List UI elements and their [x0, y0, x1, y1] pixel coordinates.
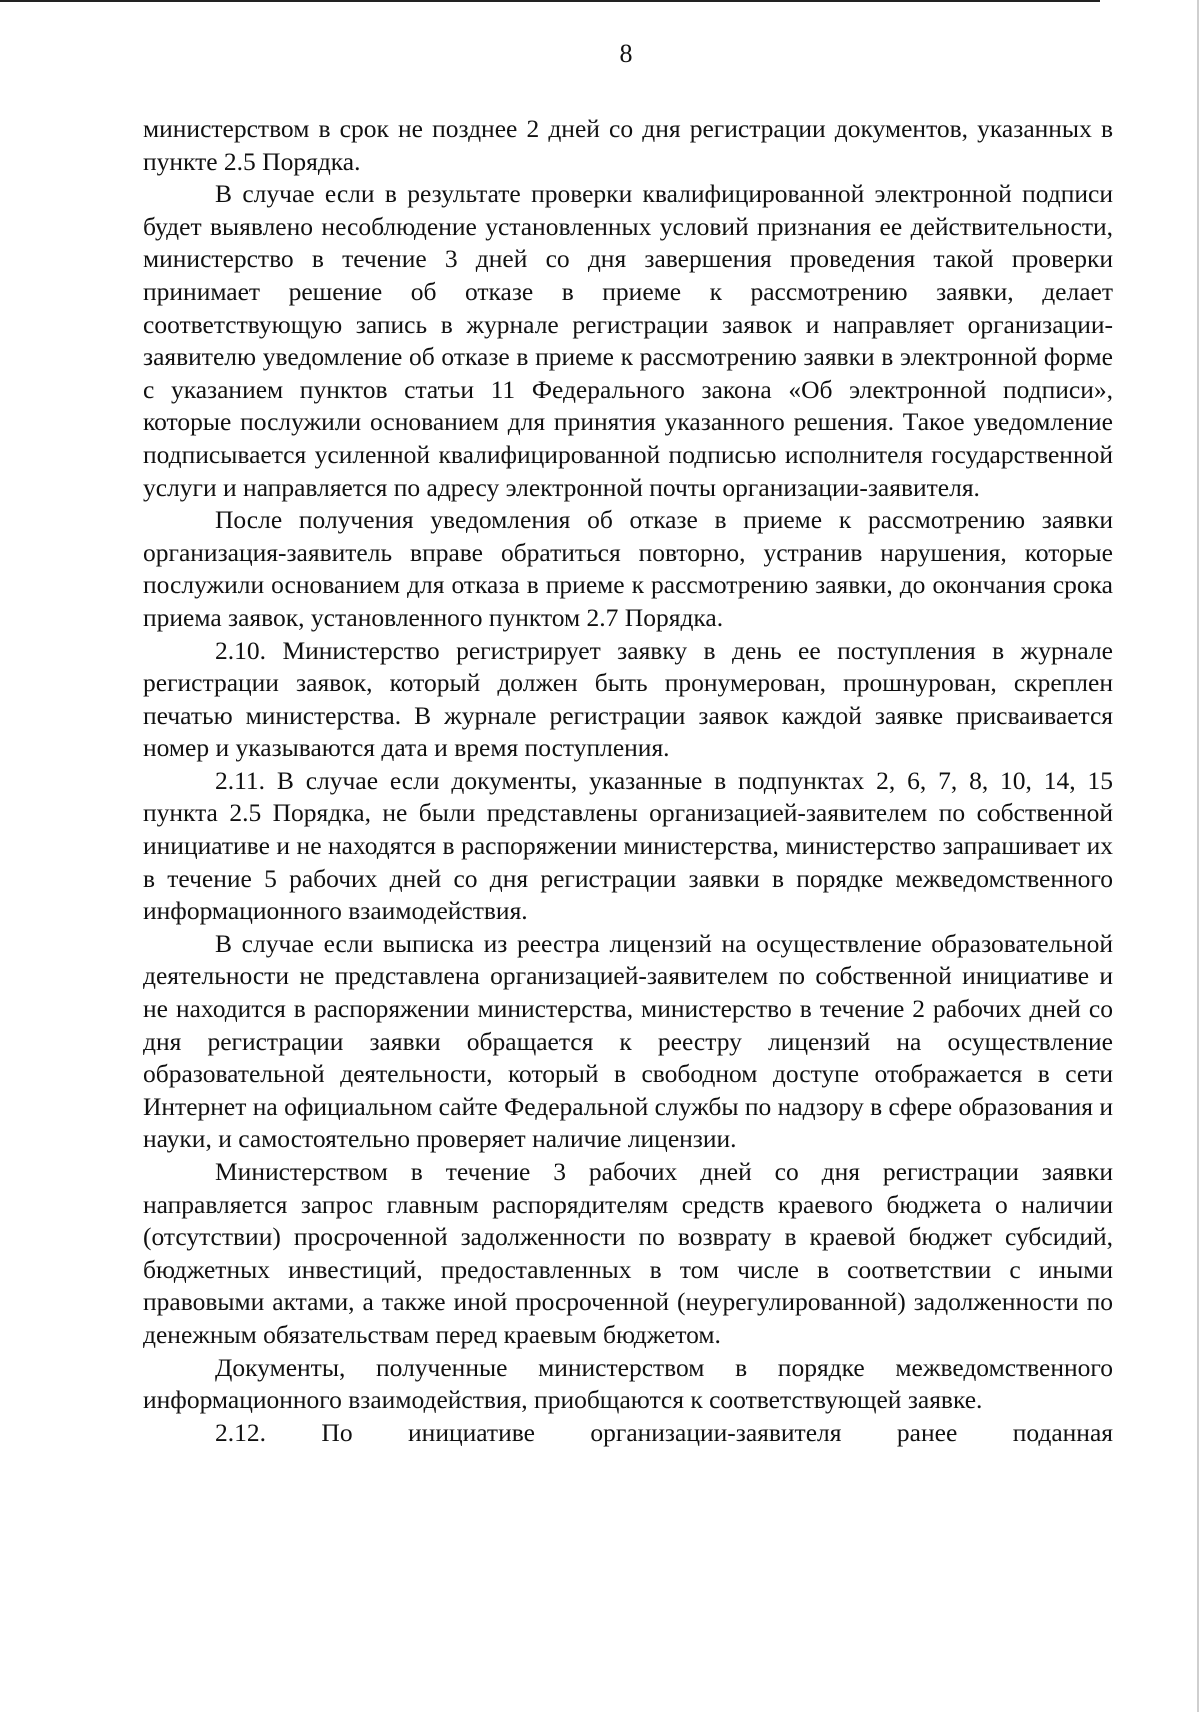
- paragraph-2-11: 2.11. В случае если документы, указанные в подпунктах 2, 6, 7, 8, 10, 14, 15 пункта 2.5 Порядка, не были представлены организацией-заявителем по собственной инициативе и не находятся в распоряжении министерства, министерство запрашивает их в течение 5 рабочих дней со дня регистрации заявки в порядке межведомственного информационного взаимодействия.: [143, 765, 1113, 926]
- paragraph-documents-attached: Документы, полученные министерством в порядке межведомственного информационного взаимодействия, приобщаются к соответствующей заявке.: [143, 1352, 1113, 1415]
- paragraph-license-registry: В случае если выписка из реестра лицензий на осуществление образовательной деятельности не представлена организацией-заявителем по собственной инициативе и не находится в распоряжении министерства, министерство в течение 2 рабочих дней со дня регистрации заявки обращается к реестру лицензий на осуществление образовательной деятельности, который в свободном доступе отображается в сети Интернет на официальном сайте Федеральной службы по надзору в сфере образования и науки, и самостоятельно проверяет наличие лицензии.: [143, 928, 1113, 1154]
- paragraph-continuation: министерством в срок не позднее 2 дней со дня регистрации документов, указанных в пункте 2.5 Порядка.: [143, 114, 1113, 176]
- page-number: 8: [619, 39, 633, 68]
- paragraph-signature-check: В случае если в результате проверки квалифицированной электронной подписи будет выявлено несоблюдение установленных условий признания ее действительности, министерство в течение 3 дней со дня завершения проведения такой проверки принимает решение об отказе в приеме к рассмотрению заявки, делает соответствующую запись в журнале регистрации заявок и направляет организации-заявителю уведомление об отказе в приеме к рассмотрению заявки в электронной форме с указанием пунктов статьи 11 Федерального закона «Об электронной подписи», которые послужили основанием для принятия указанного решения. Такое уведомление подписывается усиленной квалифицированной подписью исполнителя государственной услуги и направляется по адресу электронной почты организации-заявителя.: [143, 179, 1113, 502]
- paragraph-2-10: 2.10. Министерство регистрирует заявку в день ее поступления в журнале регистрации заявок, который должен быть пронумерован, прошнурован, скреплен печатью министерства. В журнале регистрации заявок каждой заявке присваивается номер и указываются дата и время поступления.: [143, 635, 1113, 763]
- paragraph-2-12: 2.12. По инициативе организации-заявителя ранее поданная: [215, 1417, 1113, 1447]
- scan-top-border: [0, 0, 1100, 2]
- document-body: [143, 113, 1113, 1449]
- scan-right-border: [1197, 0, 1199, 1712]
- paragraph-resubmission: После получения уведомления об отказе в приеме к рассмотрению заявки организация-заявитель вправе обратиться повторно, устранив нарушения, которые послужили основанием для отказа в приеме к рассмотрению заявки, до окончания срока приема заявок, установленного пунктом 2.7 Порядка.: [143, 505, 1113, 632]
- paragraph-debt-request: Министерством в течение 3 рабочих дней со дня регистрации заявки направляется запрос главным распорядителям средств краевого бюджета о наличии (отсутствии) просроченной задолженности по возврату в краевой бюджет субсидий, бюджетных инвестиций, предоставленных в том числе в соответствии с иными правовыми актами, а также иной просроченной (неурегулированной) задолженности по денежным обязательствам перед краевым бюджетом.: [143, 1157, 1113, 1349]
